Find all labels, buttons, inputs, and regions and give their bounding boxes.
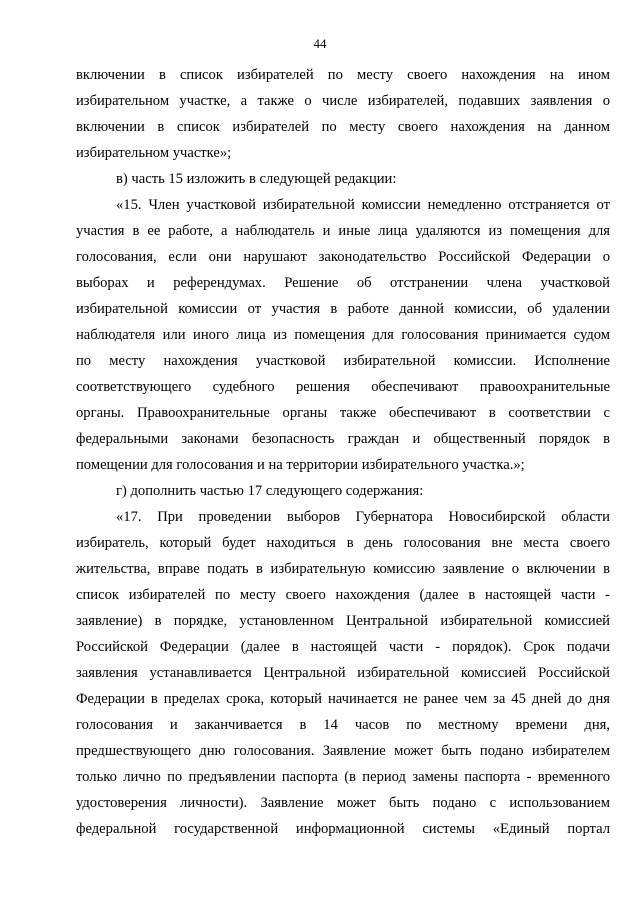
text-line: удостоверения личности). Заявление может быть подано с использованием: [76, 795, 610, 811]
text-line: органы. Правоохранительные органы также обеспечивают в соответствии с: [76, 405, 610, 421]
text-line: жительства, вправе подать в избирательную комиссию заявление о включении в: [76, 561, 610, 577]
text-line: предшествующего дню голосования. Заявление может быть подано избирателем: [76, 743, 610, 759]
text-line: по месту нахождения участковой избирательной комиссии. Исполнение: [76, 353, 610, 369]
text-line: Федерации в пределах срока, который начинается не ранее чем за 45 дней до дня: [76, 691, 610, 707]
text-line: г) дополнить частью 17 следующего содержания:: [116, 483, 424, 499]
text-line: заявление) в порядке, установленном Центральной избирательной комиссией: [76, 613, 610, 629]
text-line: Российской Федерации (далее в настоящей части - порядок). Срок подачи: [76, 639, 610, 655]
text-line: в) часть 15 изложить в следующей редакции:: [116, 171, 397, 187]
text-line: федеральной государственной информационной системы «Единый портал: [76, 821, 610, 837]
text-line: избиратель, который будет находиться в день голосования вне места своего: [76, 535, 610, 551]
text-line: «15. Член участковой избирательной комиссии немедленно отстраняется от: [116, 197, 610, 213]
text-line: помещении для голосования и на территории избирательного участка.»;: [76, 457, 525, 473]
text-line: выборах и референдумах. Решение об отстранении члена участковой: [76, 275, 610, 291]
text-line: избирательном участке, а также о числе избирателей, подавших заявления о: [76, 93, 610, 109]
text-line: голосования и заканчивается в 14 часов по местному времени дня,: [76, 717, 610, 733]
text-line: список избирателей по месту своего нахождения (далее в настоящей части -: [76, 587, 610, 603]
text-line: наблюдателя или иного лица из помещения для голосования принимается судом: [76, 327, 610, 343]
text-line: «17. При проведении выборов Губернатора Новосибирской области: [116, 509, 610, 525]
text-line: избирательном участке»;: [76, 145, 232, 161]
text-line: соответствующего судебного решения обеспечивают правоохранительные: [76, 379, 610, 395]
text-line: участия в ее работе, а наблюдатель и иные лица удаляются из помещения для: [76, 223, 610, 239]
text-line: федеральными законами безопасность граждан и общественный порядок в: [76, 431, 610, 447]
text-line: голосования, если они нарушают законодательство Российской Федерации о: [76, 249, 610, 265]
text-line: только лично по предъявлении паспорта (в период замены паспорта - временного: [76, 769, 610, 785]
text-line: избирательной комиссии от участия в работе данной комиссии, об удалении: [76, 301, 610, 317]
page-number: 44: [313, 36, 327, 51]
text-line: заявления устанавливается Центральной избирательной комиссией Российской: [76, 665, 610, 681]
text-line: включении в список избирателей по месту своего нахождения на данном: [76, 119, 610, 135]
text-line: включении в список избирателей по месту своего нахождения на ином: [76, 67, 610, 83]
